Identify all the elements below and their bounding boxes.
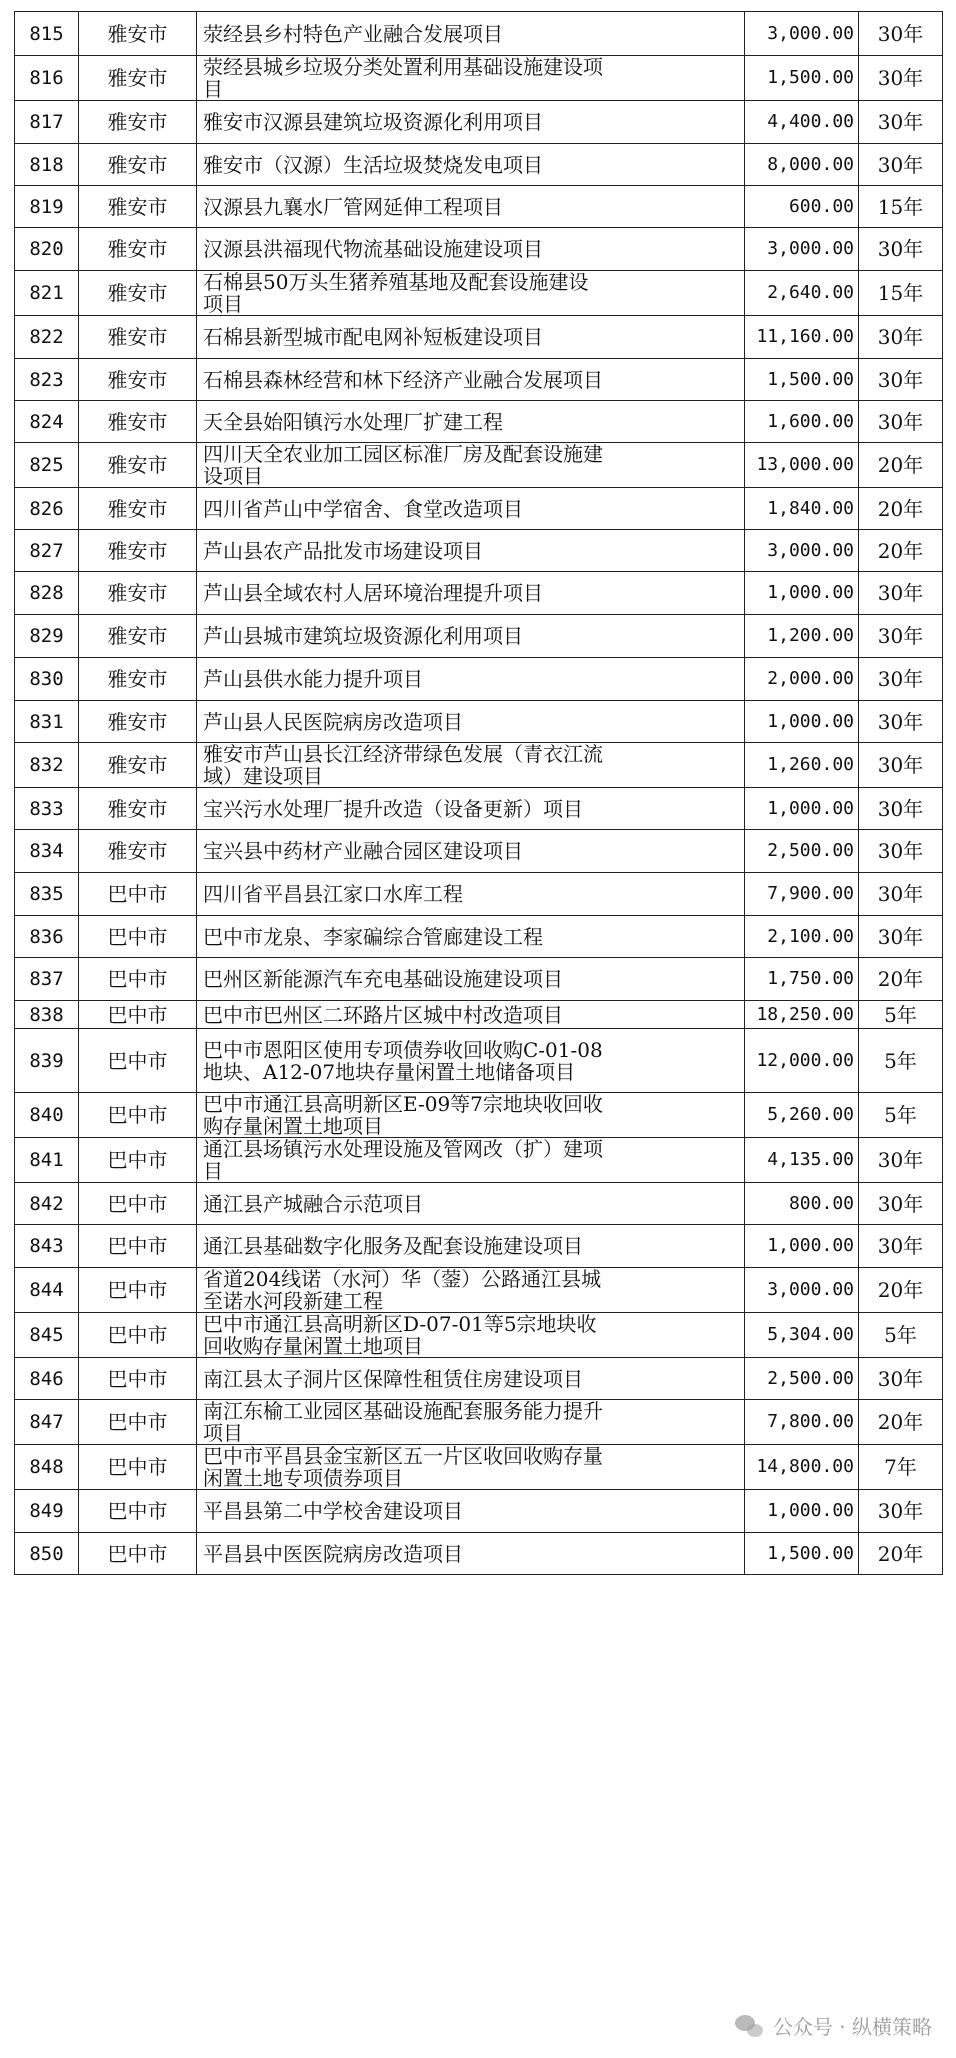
amount-cell: 2,500.00	[745, 1358, 859, 1400]
table-row	[15, 1093, 943, 1138]
term-cell: 30年	[859, 1358, 943, 1400]
project-name	[197, 1533, 745, 1575]
row-number: 844	[15, 1268, 79, 1313]
project-name-text: 四川省平昌县江家口水库工程	[203, 882, 463, 906]
amount-cell: 3,000.00	[745, 1268, 859, 1313]
term-cell: 30年	[859, 144, 943, 186]
project-name	[197, 1138, 745, 1183]
amount-cell: 12,000.00	[745, 1029, 859, 1093]
row-number: 841	[15, 1138, 79, 1183]
table-row	[15, 316, 943, 359]
project-name	[197, 56, 745, 101]
table-row	[15, 1138, 943, 1183]
project-name-text: 雅安市（汉源）生活垃圾焚烧发电项目	[203, 152, 543, 177]
project-name	[197, 873, 745, 916]
project-name-text: 宝兴污水处理厂提升改造（设备更新）项目	[203, 796, 583, 821]
chat-bubble-icon	[735, 2013, 765, 2039]
project-name-text: 巴中市恩阳区使用专项债券收回收购C-01-08地块、A12-07地块存量闲置土地储备项目	[203, 1037, 603, 1084]
table-row	[15, 530, 943, 572]
project-name-text: 四川省芦山中学宿舍、食堂改造项目	[203, 496, 523, 521]
row-number: 829	[15, 615, 79, 658]
term-cell: 30年	[859, 916, 943, 958]
table-row	[15, 186, 943, 228]
city-cell: 巴中市	[79, 1358, 197, 1400]
table-row	[15, 101, 943, 144]
term-cell: 30年	[859, 56, 943, 101]
row-number: 831	[15, 701, 79, 743]
project-name	[197, 572, 745, 615]
project-name-text: 石棉县50万头生猪养殖基地及配套设施建设项目	[203, 270, 589, 316]
row-number: 826	[15, 488, 79, 530]
city-cell: 巴中市	[79, 873, 197, 916]
row-number: 817	[15, 101, 79, 144]
row-number: 847	[15, 1400, 79, 1445]
city-cell: 雅安市	[79, 788, 197, 830]
amount-cell: 1,600.00	[745, 401, 859, 443]
row-number: 835	[15, 873, 79, 916]
term-cell: 5年	[859, 1001, 943, 1029]
row-number: 848	[15, 1445, 79, 1490]
city-cell: 雅安市	[79, 12, 197, 56]
amount-cell: 2,000.00	[745, 658, 859, 701]
city-cell: 巴中市	[79, 1029, 197, 1093]
row-number: 846	[15, 1358, 79, 1400]
amount-cell: 18,250.00	[745, 1001, 859, 1029]
city-cell: 雅安市	[79, 615, 197, 658]
city-cell: 巴中市	[79, 1533, 197, 1575]
term-cell: 20年	[859, 530, 943, 572]
table-row	[15, 1183, 943, 1225]
row-number: 840	[15, 1093, 79, 1138]
table-row	[15, 1029, 943, 1093]
table-row	[15, 873, 943, 916]
project-name	[197, 1313, 745, 1358]
table-row	[15, 1445, 943, 1490]
city-cell: 巴中市	[79, 1445, 197, 1490]
project-name	[197, 1093, 745, 1138]
project-name	[197, 144, 745, 186]
row-number: 823	[15, 359, 79, 401]
amount-cell: 4,400.00	[745, 101, 859, 144]
table-row	[15, 572, 943, 615]
city-cell: 雅安市	[79, 271, 197, 316]
project-name-text: 石棉县新型城市配电网补短板建设项目	[203, 325, 543, 349]
city-cell: 巴中市	[79, 1138, 197, 1183]
project-name	[197, 316, 745, 359]
project-name-text: 巴中市龙泉、李家碥综合管廊建设工程	[203, 924, 543, 949]
project-name	[197, 401, 745, 443]
table-body	[15, 12, 943, 1575]
city-cell: 巴中市	[79, 1093, 197, 1138]
project-name	[197, 1001, 745, 1029]
term-cell: 30年	[859, 615, 943, 658]
row-number: 830	[15, 658, 79, 701]
project-name	[197, 658, 745, 701]
amount-cell: 1,000.00	[745, 788, 859, 830]
table-row	[15, 1225, 943, 1268]
row-number: 834	[15, 830, 79, 873]
city-cell: 巴中市	[79, 916, 197, 958]
project-name	[197, 488, 745, 530]
project-name	[197, 1445, 745, 1490]
amount-cell: 1,200.00	[745, 615, 859, 658]
amount-cell: 1,500.00	[745, 56, 859, 101]
project-name	[197, 958, 745, 1001]
amount-cell: 5,260.00	[745, 1093, 859, 1138]
project-name	[197, 12, 745, 56]
city-cell: 雅安市	[79, 488, 197, 530]
watermark	[735, 2011, 932, 2040]
row-number: 843	[15, 1225, 79, 1268]
term-cell: 7年	[859, 1445, 943, 1490]
term-cell: 5年	[859, 1093, 943, 1138]
row-number: 838	[15, 1001, 79, 1029]
table-row	[15, 701, 943, 743]
project-name	[197, 1490, 745, 1533]
row-number: 836	[15, 916, 79, 958]
table-row	[15, 12, 943, 56]
project-name-text: 芦山县供水能力提升项目	[203, 667, 423, 691]
project-name-text: 巴中市平昌县金宝新区五一片区收回收购存量闲置土地专项债券项目	[203, 1444, 603, 1490]
city-cell: 雅安市	[79, 401, 197, 443]
row-number: 821	[15, 271, 79, 316]
term-cell: 30年	[859, 830, 943, 873]
term-cell: 20年	[859, 488, 943, 530]
table-row	[15, 228, 943, 271]
term-cell: 5年	[859, 1313, 943, 1358]
amount-cell: 5,304.00	[745, 1313, 859, 1358]
amount-cell: 13,000.00	[745, 443, 859, 488]
project-name	[197, 1225, 745, 1268]
table-row	[15, 401, 943, 443]
project-name-text: 芦山县全域农村人居环境治理提升项目	[203, 581, 543, 605]
term-cell: 15年	[859, 186, 943, 228]
city-cell: 巴中市	[79, 1225, 197, 1268]
amount-cell: 3,000.00	[745, 12, 859, 56]
project-name	[197, 101, 745, 144]
term-cell: 20年	[859, 1400, 943, 1445]
row-number: 827	[15, 530, 79, 572]
row-number: 839	[15, 1029, 79, 1093]
project-name-text: 南江东榆工业园区基础设施配套服务能力提升项目	[203, 1399, 603, 1445]
project-name	[197, 186, 745, 228]
project-name	[197, 443, 745, 488]
table-row	[15, 658, 943, 701]
city-cell: 雅安市	[79, 56, 197, 101]
term-cell: 15年	[859, 271, 943, 316]
project-name-text: 雅安市汉源县建筑垃圾资源化利用项目	[203, 110, 543, 134]
row-number: 822	[15, 316, 79, 359]
project-name-text: 通江县场镇污水处理设施及管网改（扩）建项目	[203, 1137, 603, 1183]
project-name-text: 雅安市芦山县长江经济带绿色发展（青衣江流域）建设项目	[203, 742, 603, 788]
project-name	[197, 1358, 745, 1400]
city-cell: 雅安市	[79, 359, 197, 401]
city-cell: 雅安市	[79, 101, 197, 144]
project-name-text: 汉源县九襄水厂管网延伸工程项目	[203, 194, 503, 219]
project-name-text: 芦山县城市建筑垃圾资源化利用项目	[203, 624, 523, 648]
row-number: 816	[15, 56, 79, 101]
row-number: 825	[15, 443, 79, 488]
term-cell: 30年	[859, 701, 943, 743]
row-number: 824	[15, 401, 79, 443]
table-row	[15, 56, 943, 101]
amount-cell: 600.00	[745, 186, 859, 228]
amount-cell: 1,000.00	[745, 1225, 859, 1268]
city-cell: 巴中市	[79, 1268, 197, 1313]
row-number: 833	[15, 788, 79, 830]
city-cell: 雅安市	[79, 658, 197, 701]
amount-cell: 3,000.00	[745, 228, 859, 271]
amount-cell: 7,900.00	[745, 873, 859, 916]
row-number: 850	[15, 1533, 79, 1575]
project-name-text: 天全县始阳镇污水处理厂扩建工程	[203, 409, 503, 434]
amount-cell: 3,000.00	[745, 530, 859, 572]
project-name-text: 宝兴县中药材产业融合园区建设项目	[203, 839, 523, 863]
project-name-text: 巴中市通江县高明新区D-07-01等5宗地块收回收购存量闲置土地项目	[203, 1312, 597, 1358]
term-cell: 20年	[859, 443, 943, 488]
amount-cell: 1,000.00	[745, 1490, 859, 1533]
term-cell: 30年	[859, 228, 943, 271]
table-row	[15, 359, 943, 401]
term-cell: 30年	[859, 316, 943, 359]
city-cell: 雅安市	[79, 830, 197, 873]
table-row	[15, 1313, 943, 1358]
amount-cell: 4,135.00	[745, 1138, 859, 1183]
city-cell: 巴中市	[79, 1001, 197, 1029]
city-cell: 巴中市	[79, 1490, 197, 1533]
table-row	[15, 1533, 943, 1575]
table-row	[15, 488, 943, 530]
table-row	[15, 743, 943, 788]
amount-cell: 2,640.00	[745, 271, 859, 316]
city-cell: 雅安市	[79, 701, 197, 743]
row-number: 842	[15, 1183, 79, 1225]
amount-cell: 1,500.00	[745, 1533, 859, 1575]
project-name-text: 巴中市通江县高明新区E-09等7宗地块收回收购存量闲置土地项目	[203, 1092, 603, 1138]
row-number: 837	[15, 958, 79, 1001]
amount-cell: 2,500.00	[745, 830, 859, 873]
project-name-text: 通江县产城融合示范项目	[203, 1191, 423, 1216]
table-row	[15, 615, 943, 658]
amount-cell: 1,750.00	[745, 958, 859, 1001]
project-name	[197, 530, 745, 572]
term-cell: 30年	[859, 572, 943, 615]
amount-cell: 1,260.00	[745, 743, 859, 788]
project-name-text: 省道204线诺（水河）华（蓥）公路通江县城至诺水河段新建工程	[203, 1267, 602, 1313]
amount-cell: 1,500.00	[745, 359, 859, 401]
city-cell: 雅安市	[79, 572, 197, 615]
table-row	[15, 1400, 943, 1445]
city-cell: 巴中市	[79, 1183, 197, 1225]
row-number: 819	[15, 186, 79, 228]
project-name-text: 巴州区新能源汽车充电基础设施建设项目	[203, 967, 563, 991]
project-name	[197, 743, 745, 788]
amount-cell: 1,000.00	[745, 701, 859, 743]
amount-cell: 14,800.00	[745, 1445, 859, 1490]
project-name-text: 通江县基础数字化服务及配套设施建设项目	[203, 1234, 583, 1258]
project-name-text: 荥经县城乡垃圾分类处置利用基础设施建设项目	[203, 55, 603, 101]
project-name	[197, 1029, 745, 1093]
term-cell: 5年	[859, 1029, 943, 1093]
row-number: 845	[15, 1313, 79, 1358]
table-row	[15, 788, 943, 830]
term-cell: 30年	[859, 1138, 943, 1183]
project-name	[197, 359, 745, 401]
term-cell: 30年	[859, 788, 943, 830]
debt-projects-table	[14, 11, 943, 1575]
watermark-text: 公众号 · 纵横策略	[772, 2015, 932, 2039]
term-cell: 30年	[859, 359, 943, 401]
row-number: 832	[15, 743, 79, 788]
table-row	[15, 830, 943, 873]
amount-cell: 7,800.00	[745, 1400, 859, 1445]
city-cell: 雅安市	[79, 144, 197, 186]
project-name	[197, 228, 745, 271]
term-cell: 20年	[859, 958, 943, 1001]
term-cell: 30年	[859, 1490, 943, 1533]
amount-cell: 1,000.00	[745, 572, 859, 615]
city-cell: 雅安市	[79, 530, 197, 572]
table-row	[15, 443, 943, 488]
table-row	[15, 1358, 943, 1400]
term-cell: 20年	[859, 1268, 943, 1313]
city-cell: 雅安市	[79, 443, 197, 488]
city-cell: 巴中市	[79, 1400, 197, 1445]
project-name-text: 汉源县洪福现代物流基础设施建设项目	[203, 237, 543, 261]
project-name	[197, 615, 745, 658]
project-name	[197, 271, 745, 316]
city-cell: 雅安市	[79, 316, 197, 359]
table-row	[15, 958, 943, 1001]
row-number: 820	[15, 228, 79, 271]
row-number: 815	[15, 12, 79, 56]
project-name-text: 芦山县农产品批发市场建设项目	[203, 538, 483, 563]
term-cell: 30年	[859, 401, 943, 443]
row-number: 849	[15, 1490, 79, 1533]
project-name-text: 巴中市巴州区二环路片区城中村改造项目	[203, 1002, 563, 1027]
term-cell: 20年	[859, 1533, 943, 1575]
project-name-text: 四川天全农业加工园区标准厂房及配套设施建设项目	[203, 442, 603, 488]
project-name	[197, 830, 745, 873]
table-row	[15, 1001, 943, 1029]
amount-cell: 8,000.00	[745, 144, 859, 186]
amount-cell: 11,160.00	[745, 316, 859, 359]
table-row	[15, 916, 943, 958]
project-name	[197, 1400, 745, 1445]
project-name	[197, 1268, 745, 1313]
city-cell: 雅安市	[79, 743, 197, 788]
project-name	[197, 701, 745, 743]
project-name-text: 平昌县第二中学校舍建设项目	[203, 1499, 463, 1523]
project-name	[197, 788, 745, 830]
term-cell: 30年	[859, 743, 943, 788]
project-name-text: 石棉县森林经营和林下经济产业融合发展项目	[203, 367, 603, 392]
project-name-text: 南江县太子洞片区保障性租赁住房建设项目	[203, 1366, 583, 1391]
project-name-text: 荥经县乡村特色产业融合发展项目	[203, 21, 503, 46]
table-row	[15, 1268, 943, 1313]
row-number: 828	[15, 572, 79, 615]
project-name-text: 芦山县人民医院病房改造项目	[203, 709, 463, 734]
city-cell: 雅安市	[79, 228, 197, 271]
city-cell: 巴中市	[79, 1313, 197, 1358]
term-cell: 30年	[859, 1225, 943, 1268]
amount-cell: 800.00	[745, 1183, 859, 1225]
project-name	[197, 1183, 745, 1225]
row-number: 818	[15, 144, 79, 186]
table-row	[15, 144, 943, 186]
table-row	[15, 1490, 943, 1533]
project-name-text: 平昌县中医医院病房改造项目	[203, 1541, 463, 1566]
term-cell: 30年	[859, 12, 943, 56]
amount-cell: 2,100.00	[745, 916, 859, 958]
term-cell: 30年	[859, 873, 943, 916]
amount-cell: 1,840.00	[745, 488, 859, 530]
city-cell: 巴中市	[79, 958, 197, 1001]
term-cell: 30年	[859, 658, 943, 701]
term-cell: 30年	[859, 1183, 943, 1225]
project-name	[197, 916, 745, 958]
city-cell: 雅安市	[79, 186, 197, 228]
table-row	[15, 271, 943, 316]
term-cell: 30年	[859, 101, 943, 144]
